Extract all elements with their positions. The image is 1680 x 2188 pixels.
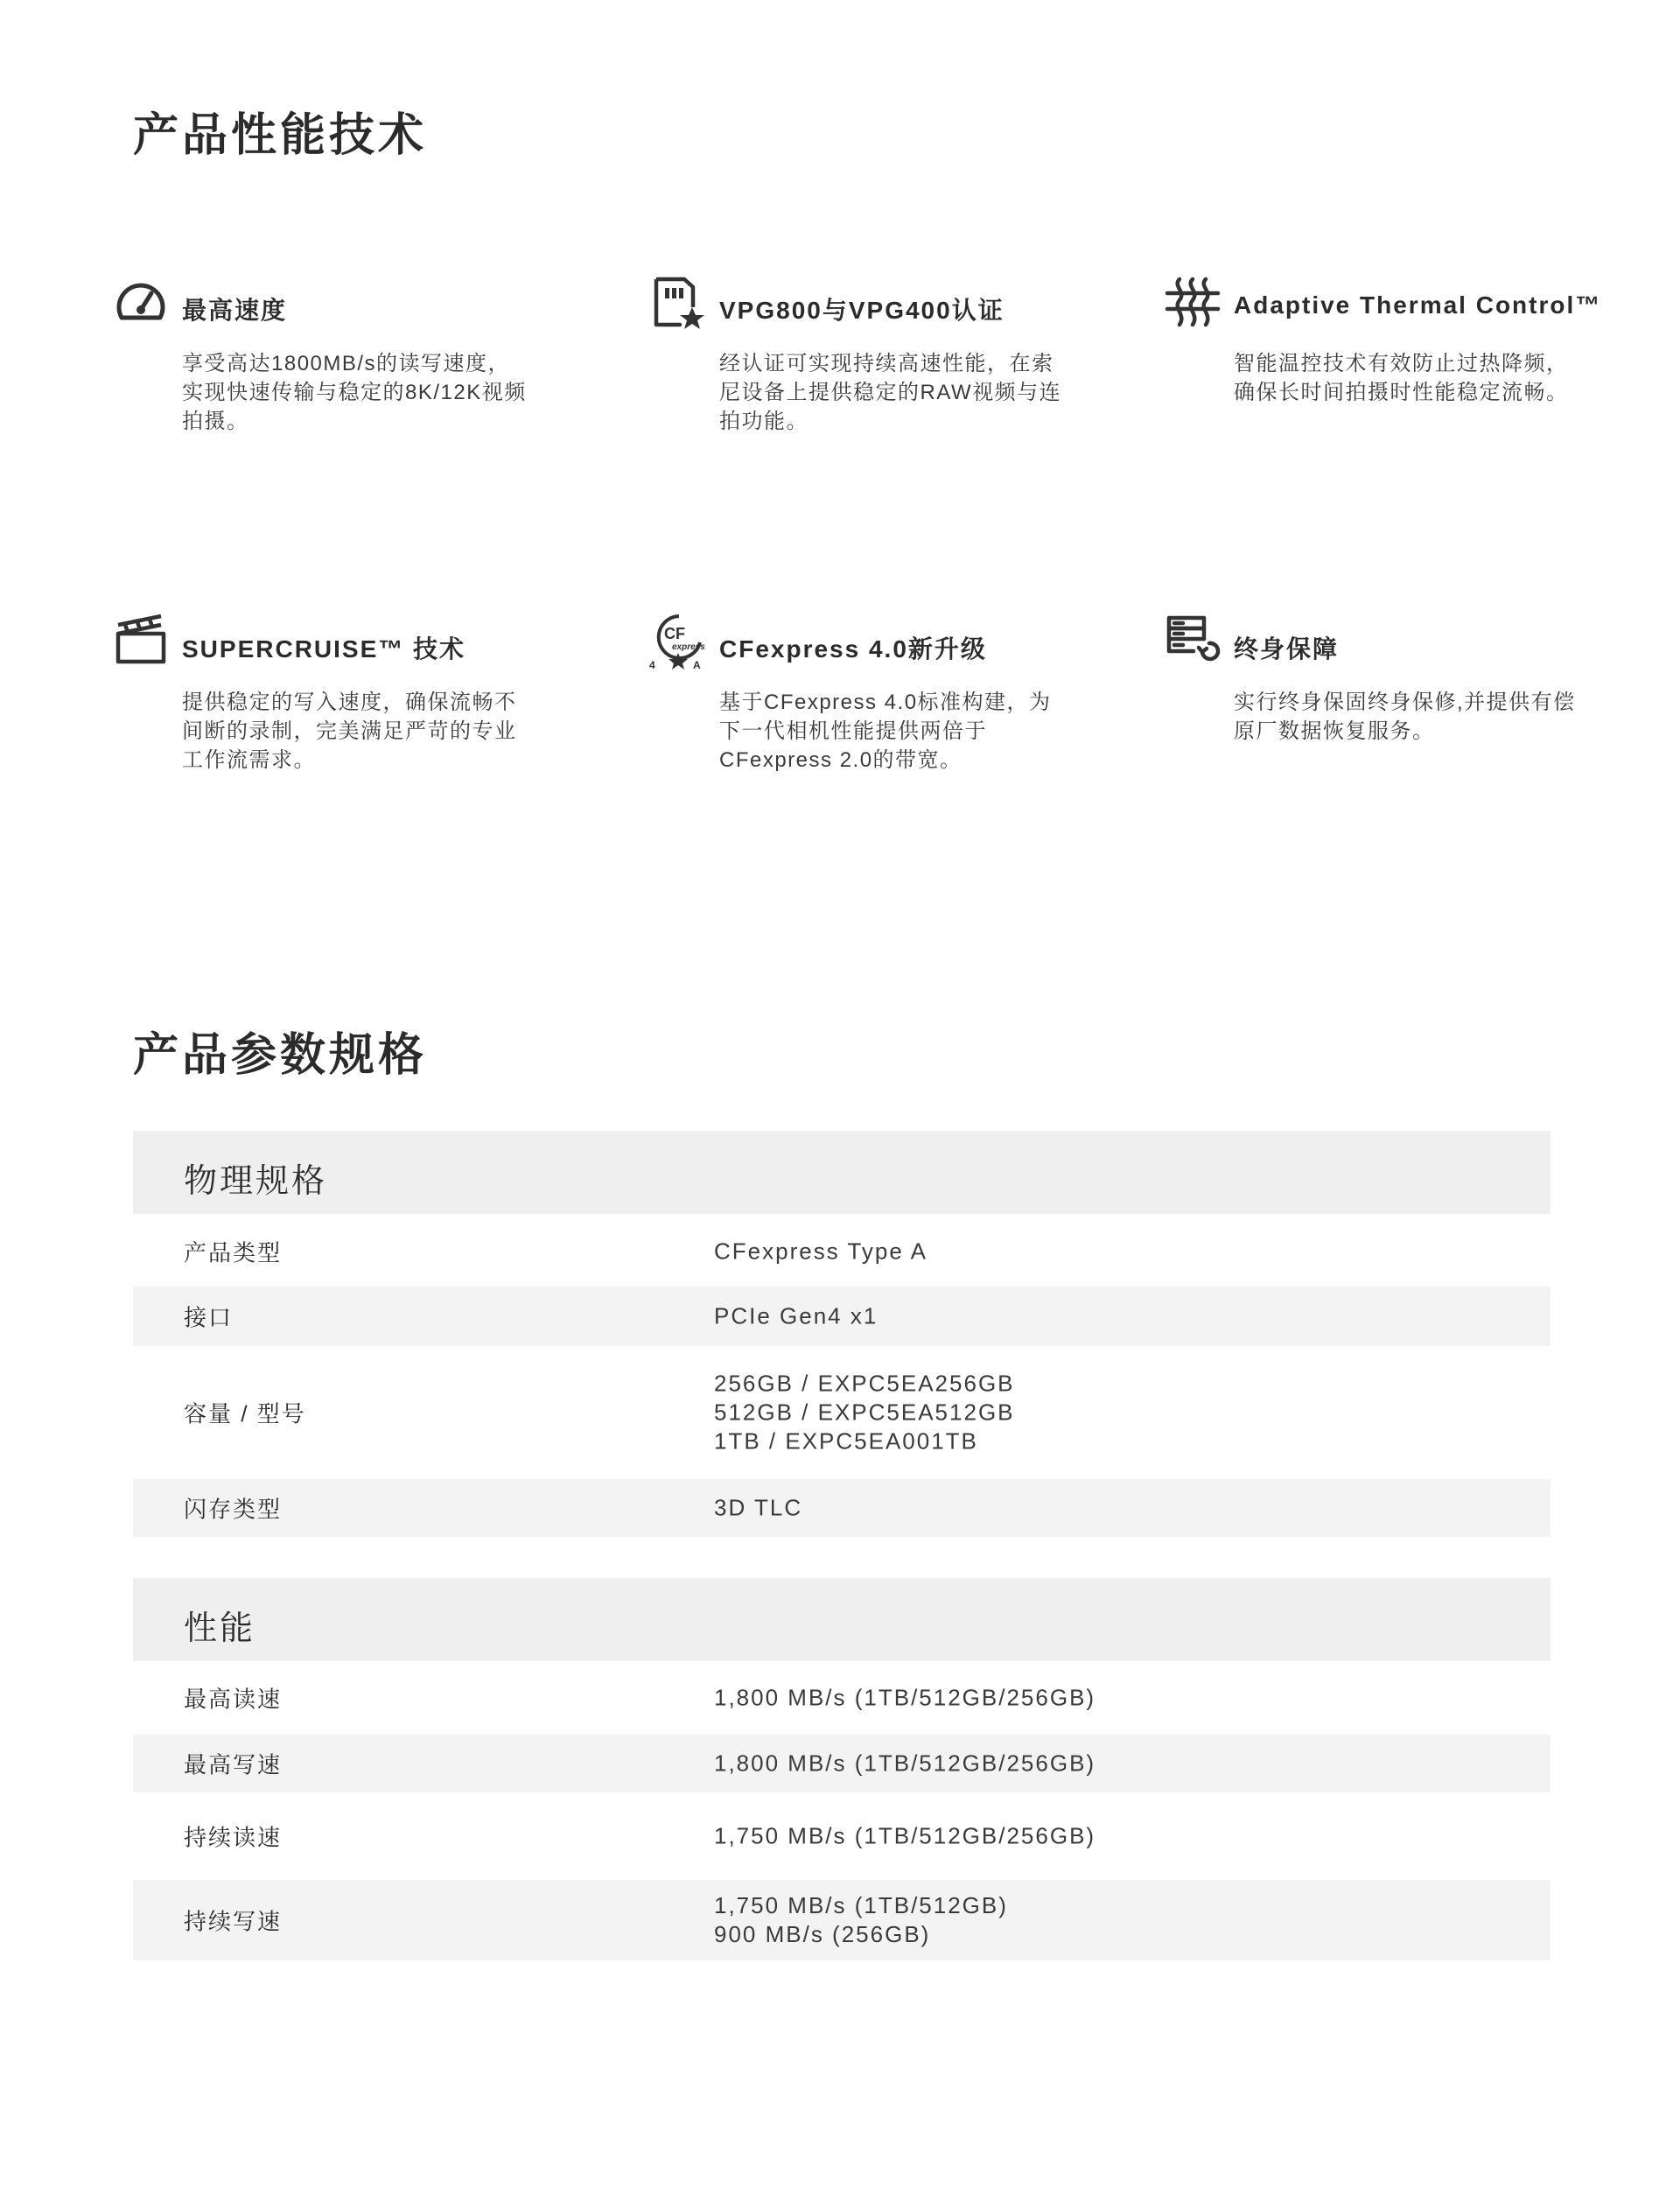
spec-group-performance xyxy=(133,1578,1550,1661)
spec-value: CFexpress Type A xyxy=(714,1238,928,1265)
specs-section-title: 产品参数规格 xyxy=(133,1030,428,1081)
feature-title: SUPERCRUISE™ 技术 xyxy=(182,635,466,663)
feature-description: 智能温控技术有效防止过热降频，确保长时间拍摄时性能稳定流畅。 xyxy=(1234,352,1569,404)
spec-row-flash-type xyxy=(133,1479,1550,1537)
cf-logo-left: 4 xyxy=(649,659,655,670)
feature-title: Adaptive Thermal Control™ xyxy=(1234,291,1602,319)
spec-label: 接口 xyxy=(184,1304,234,1331)
feature-description: 实行终身保固终身保修,并提供有偿原厂数据恢复服务。 xyxy=(1234,691,1576,743)
spec-value: 256GB / EXPC5EA256GB 512GB / EXPC5EA512GB 1TB / EXPC5EA001TB xyxy=(714,1370,1015,1455)
feature-title: 终身保障 xyxy=(1234,635,1340,663)
spec-value: 1,750 MB/s (1TB/512GB/256GB) xyxy=(714,1822,1096,1849)
spec-group-physical xyxy=(133,1131,1550,1214)
spec-value: 1,800 MB/s (1TB/512GB/256GB) xyxy=(714,1684,1096,1711)
cf-logo-right: A xyxy=(693,659,701,670)
spec-row-sustained-write xyxy=(133,1880,1550,1960)
feature-title: VPG800与VPG400认证 xyxy=(719,297,1004,324)
spec-label: 产品类型 xyxy=(184,1239,283,1266)
spec-row-max-read xyxy=(133,1661,1550,1735)
feature-description: 享受高达1800MB/s的读写速度，实现快速传输与稳定的8K/12K视频拍摄。 xyxy=(182,352,527,433)
vpg-card-icon xyxy=(649,274,707,332)
spec-row-capacity-model xyxy=(133,1346,1550,1479)
spec-row-sustained-read xyxy=(133,1792,1550,1880)
spec-group-title: 性能 xyxy=(184,1610,256,1647)
feature-description: 基于CFexpress 4.0标准构建，为下一代相机性能提供两倍于CFexpress 2.0的带宽。 xyxy=(719,691,1052,772)
cf-logo-subtext: express xyxy=(672,642,705,652)
spec-label: 最高写速 xyxy=(184,1751,283,1778)
spec-value: PCIe Gen4 x1 xyxy=(714,1302,878,1329)
feature-title: 最高速度 xyxy=(182,297,288,324)
speedometer-icon xyxy=(112,274,170,332)
spec-group-title: 物理规格 xyxy=(184,1163,328,1200)
clapperboard-icon xyxy=(112,613,170,670)
spec-value: 1,750 MB/s (1TB/512GB) 900 MB/s (256GB) xyxy=(714,1892,1008,1947)
spec-value: 3D TLC xyxy=(714,1494,803,1521)
feature-description: 提供稳定的写入速度，确保流畅不间断的录制，完美满足严苛的专业工作流需求。 xyxy=(182,691,517,772)
cfexpress-logo-icon xyxy=(649,613,707,670)
spec-value: 1,800 MB/s (1TB/512GB/256GB) xyxy=(714,1750,1096,1777)
thermal-icon xyxy=(1164,274,1222,332)
spec-label: 最高读速 xyxy=(184,1686,283,1713)
spec-row-product-type xyxy=(133,1217,1550,1287)
performance-section-title: 产品性能技术 xyxy=(133,110,428,161)
cf-logo-text: CF xyxy=(664,625,685,642)
feature-description: 经认证可实现持续高速性能，在索尼设备上提供稳定的RAW视频与连拍功能。 xyxy=(719,352,1062,433)
spec-label: 闪存类型 xyxy=(184,1496,283,1523)
spec-label: 容量 / 型号 xyxy=(184,1400,306,1427)
spec-row-interface xyxy=(133,1287,1550,1346)
feature-title: CFexpress 4.0新升级 xyxy=(719,635,987,663)
data-recovery-icon xyxy=(1164,613,1222,670)
spec-label: 持续写速 xyxy=(184,1908,283,1935)
spec-row-max-write xyxy=(133,1735,1550,1792)
spec-label: 持续读速 xyxy=(184,1824,283,1851)
